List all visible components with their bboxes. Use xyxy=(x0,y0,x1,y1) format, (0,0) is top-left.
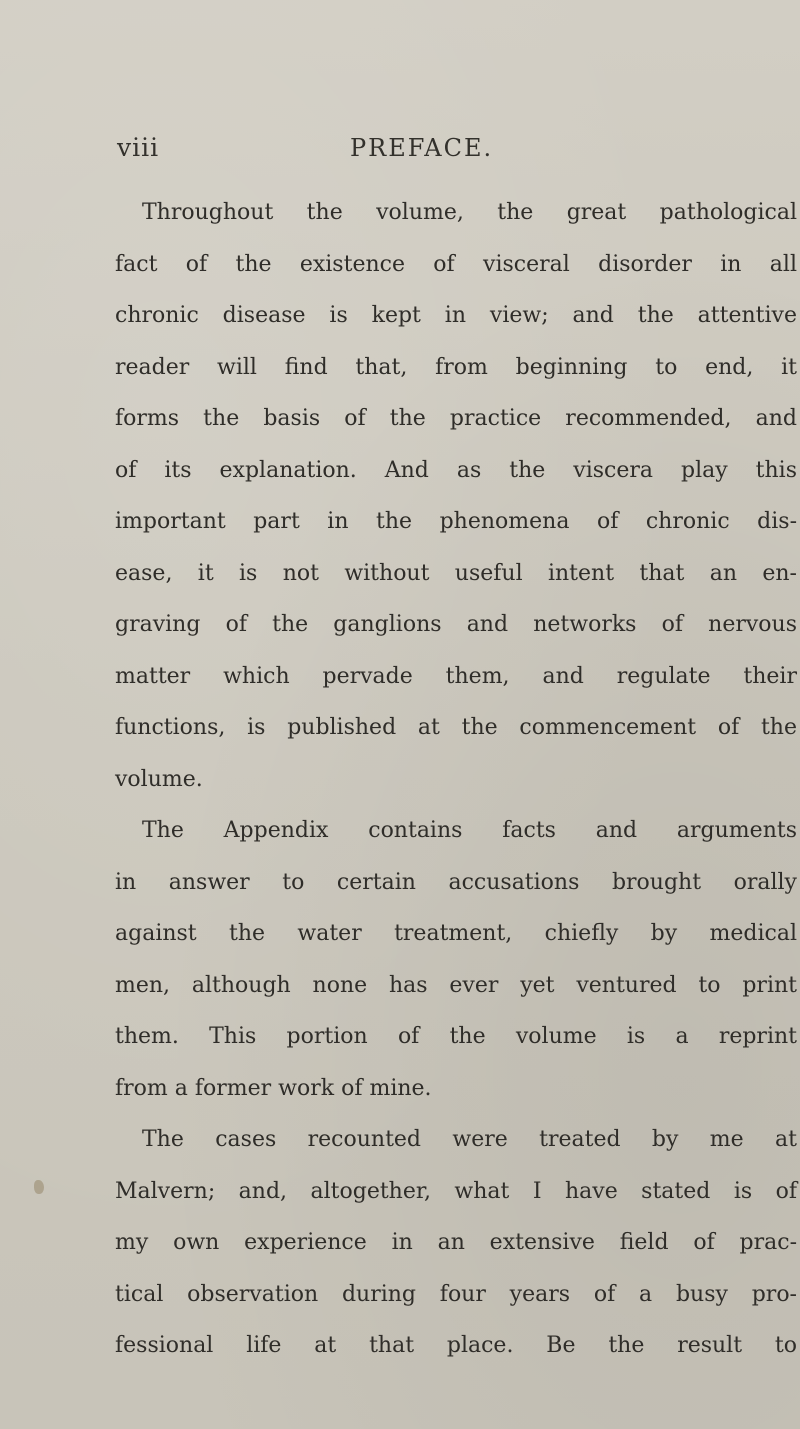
body-text xyxy=(115,187,797,1372)
text-line: matter which pervade them, and regulate their xyxy=(115,663,797,689)
text-line: fact of the existence of visceral disorder in all xyxy=(115,251,797,277)
text-line: men, although none has ever yet ventured to print xyxy=(115,972,797,998)
text-line: Malvern; and, altogether, what I have stated is of xyxy=(115,1178,797,1204)
text-line: them. This portion of the volume is a reprint xyxy=(115,1024,797,1049)
text-line: tical observation during four years of a busy pro- xyxy=(115,1281,797,1307)
text-line: volume. xyxy=(115,766,203,792)
text-line: chronic disease is kept in view; and the attentive xyxy=(115,303,797,328)
text-line: functions, is published at the commencement of the xyxy=(115,715,797,740)
text-line: The Appendix contains facts and arguments xyxy=(142,818,797,843)
text-line: my own experience in an extensive field of prac- xyxy=(115,1230,797,1255)
text-line: ease, it is not without useful intent that an en- xyxy=(115,560,797,586)
text-line: in answer to certain accusations brought orally xyxy=(115,869,797,895)
text-line: fessional life at that place. Be the result to xyxy=(115,1333,797,1358)
text-line: graving of the ganglions and networks of nervous xyxy=(115,612,797,637)
paper-stain xyxy=(34,1180,44,1194)
text-line: reader will find that, from beginning to end, it xyxy=(115,354,797,380)
text-line: from a former work of mine. xyxy=(115,1075,432,1101)
running-head: PREFACE. xyxy=(350,134,494,162)
page-header xyxy=(0,133,800,173)
text-line: important part in the phenomena of chronic dis- xyxy=(115,509,797,534)
text-line: against the water treatment, chiefly by medical xyxy=(115,921,797,946)
text-line: Throughout the volume, the great pathological xyxy=(142,200,797,225)
text-line: of its explanation. And as the viscera play this xyxy=(115,457,797,483)
text-line: forms the basis of the practice recommended, and xyxy=(115,406,797,431)
text-line: The cases recounted were treated by me at xyxy=(142,1127,797,1152)
page-number: viii xyxy=(117,133,160,162)
